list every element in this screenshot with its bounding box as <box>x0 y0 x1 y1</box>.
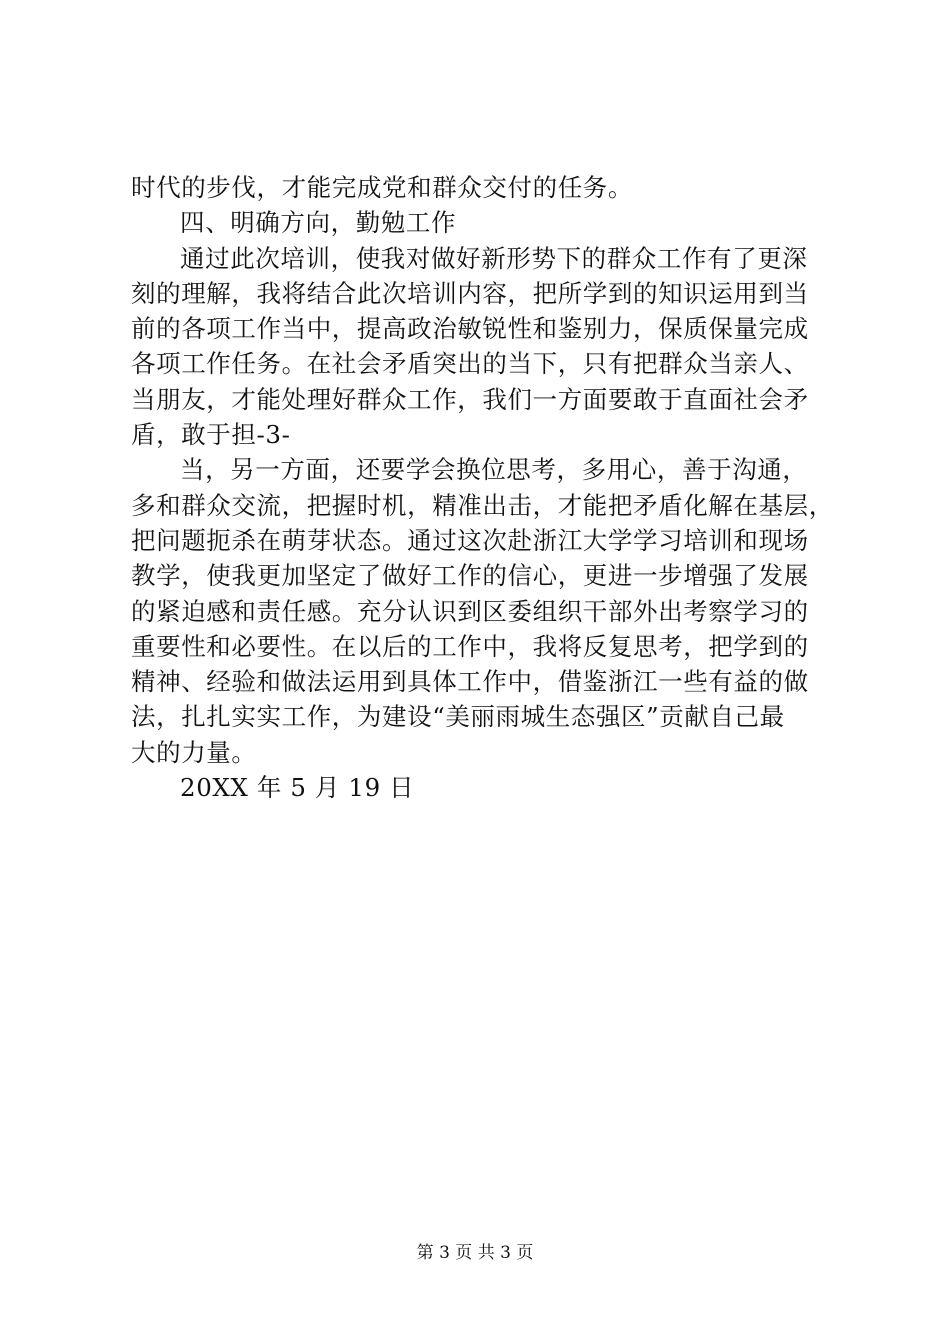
text-line: 刻的理解，我将结合此次培训内容，把所学到的知识运用到当 <box>131 278 809 308</box>
text-line: 前的各项工作当中，提高政治敏锐性和鉴别力，保质保量完成 <box>131 314 809 344</box>
text-line: 法，扎扎实实工作，为建设“美丽雨城生态强区”贡献自己最 <box>131 702 785 732</box>
text-line: 大的力量。 <box>131 737 257 767</box>
text-line: 的紧迫感和责任感。充分认识到区委组织干部外出考察学习的 <box>131 596 809 626</box>
date-line: 20XX 年 5 月 19 日 <box>180 773 415 803</box>
document-body <box>131 170 834 805</box>
text-line: 时代的步伐，才能完成党和群众交付的任务。 <box>131 173 633 202</box>
text-line: 盾，敢于担-3- <box>131 420 291 450</box>
text-line: 把问题扼杀在萌芽状态。通过这次赴浙江大学学习培训和现场 <box>131 525 809 555</box>
text-line: 精神、经验和做法运用到具体工作中，借鉴浙江一些有益的做 <box>131 667 809 697</box>
text-line: 重要性和必要性。在以后的工作中，我将反复思考，把学到的 <box>131 631 809 661</box>
text-line: 各项工作任务。在社会矛盾突出的当下，只有把群众当亲人、 <box>131 349 809 379</box>
text-line: 多和群众交流，把握时机，精准出击，才能把矛盾化解在基层， <box>131 490 834 520</box>
section-heading: 四、明确方向，勤勉工作 <box>180 208 457 238</box>
text-line: 当朋友，才能处理好群众工作，我们一方面要敢于直面社会矛 <box>131 384 809 414</box>
page-footer: 第 3 页 共 3 页 <box>416 1243 534 1263</box>
text-line: 通过此次培训，使我对做好新形势下的群众工作有了更深 <box>180 243 808 273</box>
text-line: 教学，使我更加坚定了做好工作的信心，更进一步增强了发展 <box>131 561 809 591</box>
text-line: 当，另一方面，还要学会换位思考，多用心，善于沟通， <box>180 455 808 485</box>
